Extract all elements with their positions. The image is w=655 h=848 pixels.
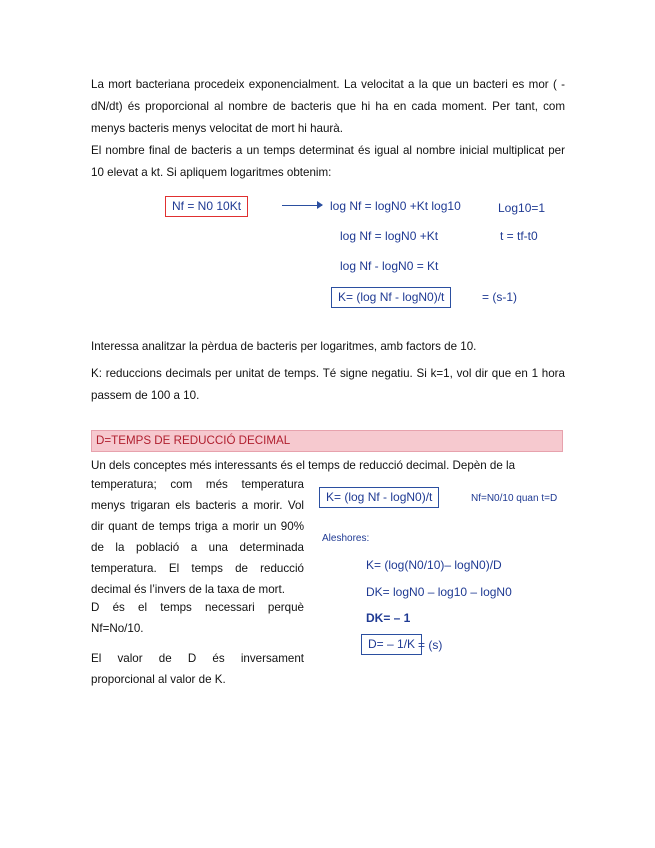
aleshores-label: Aleshores:: [322, 533, 370, 544]
k-units: = (s-1): [482, 290, 518, 304]
section-column-paragraph-3: El valor de D és inversament proporcional al valor de K.: [91, 652, 304, 686]
d-k-formula: K= (log Nf - logN0)/t: [326, 490, 433, 504]
arrow-icon: [282, 205, 322, 206]
dk-value: DK= – 1: [366, 611, 411, 625]
initial-equation: Nf = N0 10Kt: [172, 199, 242, 213]
section-header: D=TEMPS DE REDUCCIÓ DECIMAL: [91, 430, 563, 452]
intro-paragraph: La mort bacteriana procedeix exponencialment. La velocitat a la que un bacteri es mor ( -dN/dt) és proporcional al nombre de bacteris que hi ha en cada moment. Per tant, com menys bacteris menys velocitat de mort hi haurà.: [91, 78, 565, 135]
d-units: = (s): [418, 638, 443, 652]
section-column-paragraph-1: temperatura; com més temperatura menys trigaran els bacteris a morir. Vol dir quant de temps triga a morir un 90% de la població a una determinada temperatura. El temps de reducció decimal és l’invers de la taxa de mort.: [91, 478, 304, 596]
section-column-paragraph-2: D és el temps necessari perquè Nf=No/10.: [91, 601, 304, 635]
dk-equation: DK= logN0 – log10 – logN0: [366, 585, 512, 599]
log10-note: Log10=1: [498, 201, 546, 215]
time-definition: t = tf-t0: [500, 229, 538, 243]
final-count-paragraph: El nombre final de bacteris a un temps determinat és igual al nombre inicial multiplicat per 10 elevat a kt. Si apliquem logaritmes obtenim:: [91, 144, 565, 179]
nf-condition: Nf=N0/10 quan t=D: [471, 493, 558, 504]
log-analysis-paragraph: Interessa analitzar la pèrdua de bacteris per logaritmes, amb factors de 10.: [91, 340, 477, 353]
d-formula: D= – 1/K: [368, 637, 416, 651]
section-intro-line: Un dels conceptes més interessants és el temps de reducció decimal. Depèn de la: [91, 459, 516, 472]
initial-equation-box: [165, 196, 248, 217]
log-equation-3: log Nf - logN0 = Kt: [340, 259, 439, 273]
log-equation: log Nf = logN0 +Kt log10: [330, 199, 461, 213]
k-formula: K= (log Nf - logN0)/t: [338, 290, 445, 304]
k-substituted-equation: K= (log(N0/10)– logN0)/D: [366, 558, 502, 572]
d-k-formula-box: [319, 487, 439, 508]
k-formula-box: [331, 287, 451, 308]
d-formula-box: [361, 634, 422, 655]
k-definition-paragraph: K: reduccions decimals per unitat de temps. Té signe negatiu. Si k=1, vol dir que en 1 hora passem de 100 a 10.: [91, 367, 565, 402]
log-equation-2: log Nf = logN0 +Kt: [340, 229, 439, 243]
